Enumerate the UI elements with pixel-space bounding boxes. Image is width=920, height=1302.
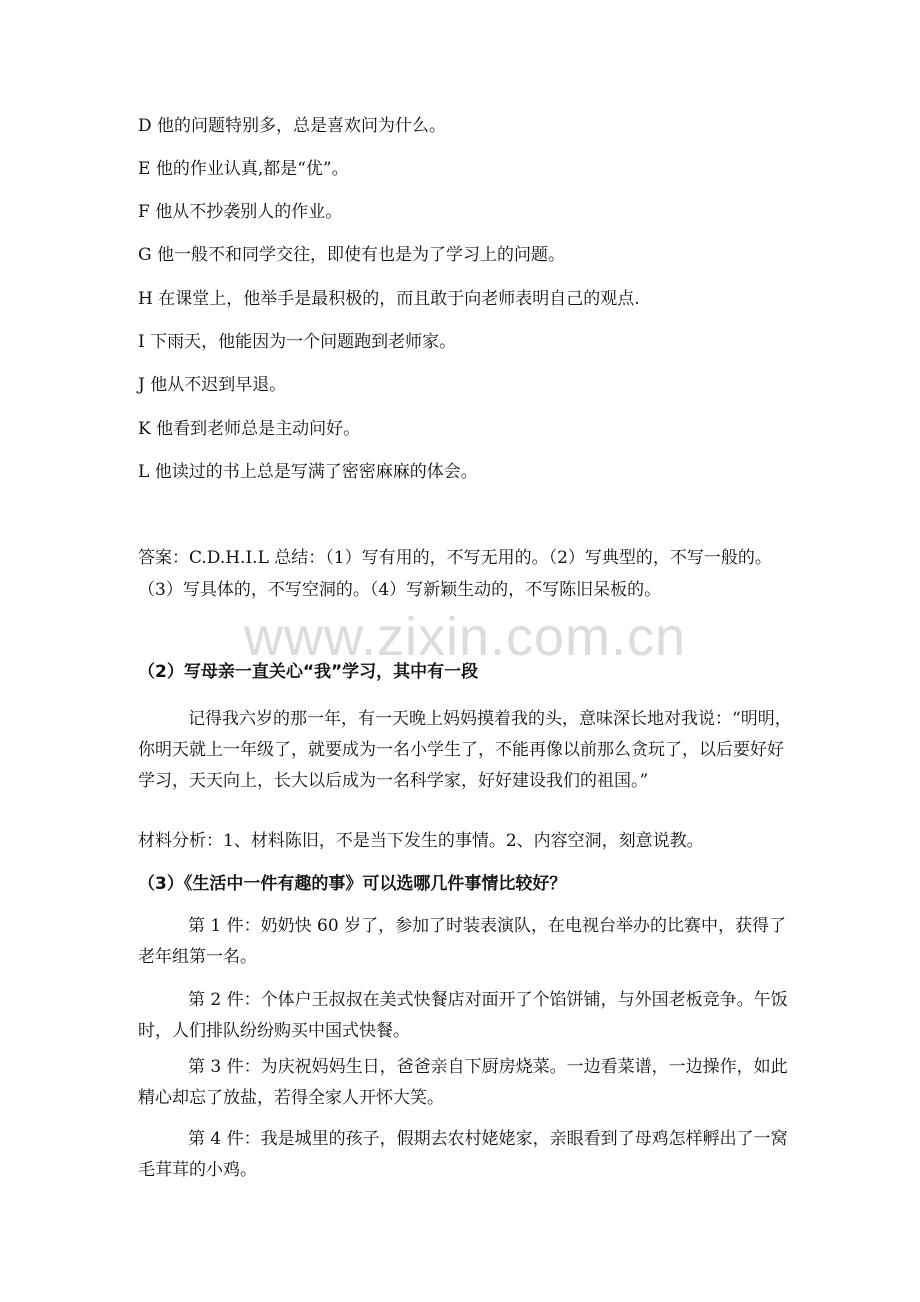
option-l: L 他读过的书上总是写满了密密麻麻的体会。 — [138, 462, 478, 482]
section3-item-4: 第 4 件：我是城里的孩子，假期去农村姥姥家，亲眼看到了母鸡怎样孵出了一窝毛茸茸的小鸡。 — [138, 1129, 788, 1180]
option-g: G 他一般不和同学交往，即使有也是为了学习上的问题。 — [138, 245, 565, 265]
option-j: J 他从不迟到早退。 — [138, 375, 287, 395]
option-k: K 他看到老师总是主动问好。 — [138, 419, 361, 439]
section3-item-1: 第 1 件：奶奶快 60 岁了，参加了时装表演队，在电视台举办的比赛中，获得了老年组第一名。 — [138, 916, 787, 967]
option-e: E 他的作业认真,都是“优”。 — [138, 159, 349, 179]
option-i: I 下雨天，他能因为一个问题跑到老师家。 — [138, 332, 457, 352]
section3-heading: （3）《生活中一件有趣的事》可以选哪几件事情比较好？ — [138, 874, 567, 894]
section2-quote: 记得我六岁的那一年，有一天晚上妈妈摸着我的头，意味深长地对我说：“明明，你明天就上一年级了，就要成为一名小学生了，不能再像以前那么贪玩了，以后要好好学习，天天向上，长大以后成为一名科学家，好好建设我们的祖国。” — [138, 709, 792, 791]
watermark: www.zixin.com.cn — [243, 607, 687, 667]
option-d: D 他的问题特别多，总是喜欢问为什么。 — [138, 116, 447, 136]
answer-summary: 答案：C.D.H.I.L 总结：（1）写有用的，不写无用的。（2）写典型的，不写一般的。（3）写具体的，不写空洞的。（4）写新颖生动的，不写陈旧呆板的。 — [138, 548, 772, 600]
option-f: F 他从不抄袭别人的作业。 — [138, 202, 343, 222]
section2-heading: （2）写母亲一直关心“我”学习，其中有一段 — [138, 662, 479, 682]
section3-item-3: 第 3 件：为庆祝妈妈生日，爸爸亲自下厨房烧菜。一边看菜谱，一边操作，如此精心却忘了放盐，若得全家人开怀大笑。 — [138, 1057, 788, 1108]
option-h: H 在课堂上，他举手是最积极的，而且敢于向老师表明自己的观点. — [138, 289, 640, 309]
section2-analysis: 材料分析：1、材料陈旧，不是当下发生的事情。2、内容空洞，刻意说教。 — [138, 831, 704, 851]
section3-item-2: 第 2 件：个体户王叔叔在美式快餐店对面开了个馅饼铺，与外国老板竞争。午饭时，人们排队纷纷购买中国式快餐。 — [138, 990, 788, 1041]
